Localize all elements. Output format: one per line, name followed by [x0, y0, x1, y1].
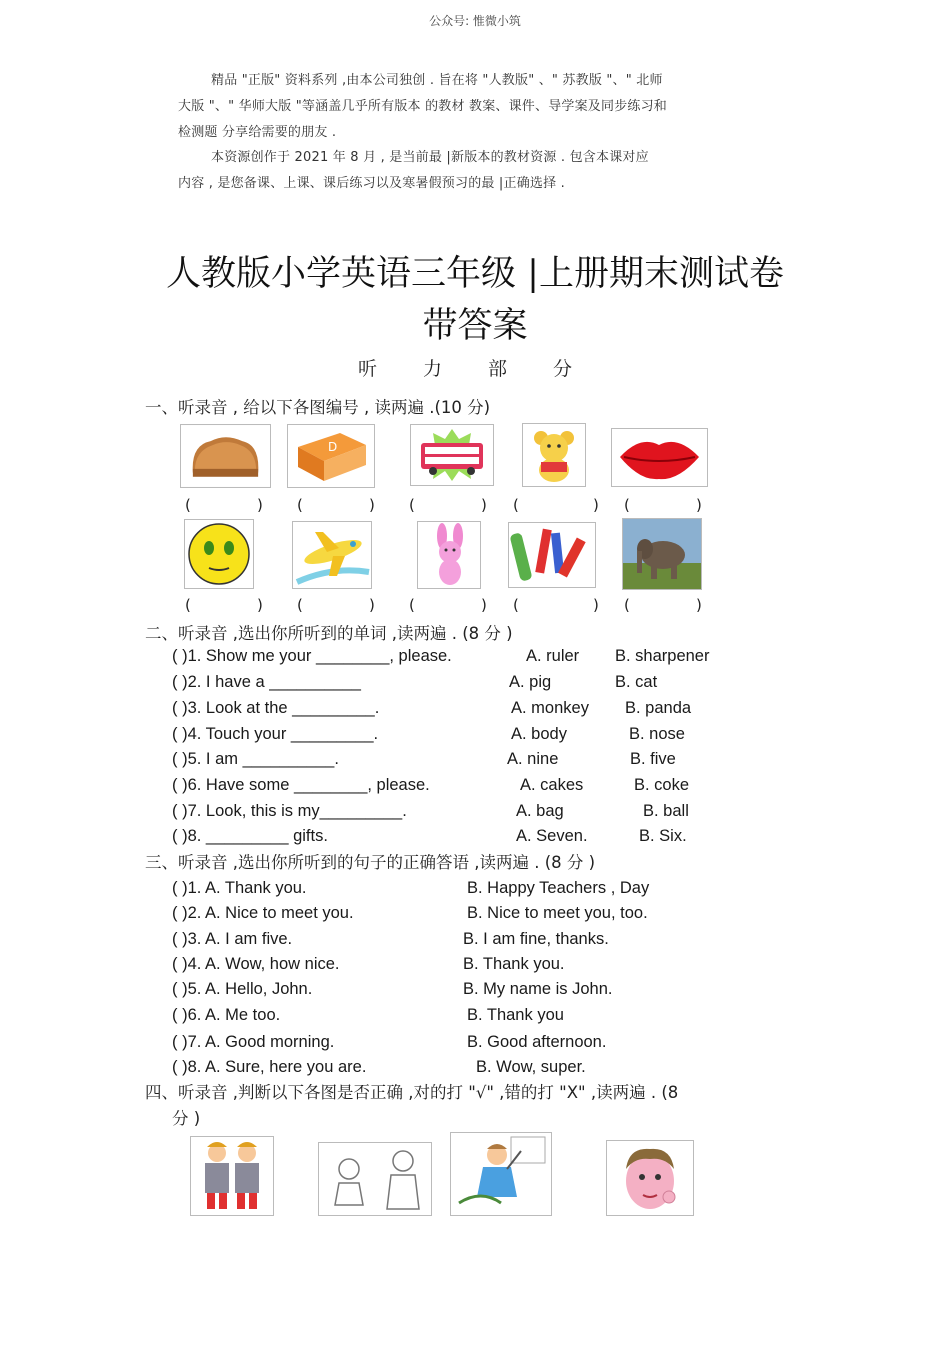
question-2-6: ( )6. Have some ________, please.: [172, 776, 430, 794]
question-2-7: ( )7. Look, this is my_________.: [172, 802, 407, 820]
answer-paren-close: ): [696, 596, 702, 614]
answer-paren-close: ): [369, 596, 375, 614]
answer-paren-open: (: [185, 496, 191, 514]
option-b: B. Six.: [639, 827, 687, 845]
question-3-4: ( )4. A. Wow, how nice.: [172, 955, 340, 973]
intro-line-3: 检测题 分享给需要的朋友 .: [178, 125, 337, 140]
intro-line-5: 内容 , 是您备课、上课、课后练习以及寒暑假预习的最 |正确选择 .: [178, 176, 565, 191]
question-3-6: ( )6. A. Me too.: [172, 1006, 281, 1024]
option-b: B. coke: [634, 776, 690, 794]
section-1-heading: 一、听录音 , 给以下各图编号 , 读两遍 .(10 分): [145, 398, 491, 417]
option-a: A. ruler: [526, 647, 580, 665]
boy-face-icon: [606, 1140, 694, 1216]
option-b: B. Good afternoon.: [467, 1033, 607, 1051]
option-a: A. body: [511, 725, 567, 743]
crayons-icon: [508, 522, 596, 588]
answer-paren-open: (: [409, 596, 415, 614]
bus-icon: [410, 424, 494, 486]
option-b: B. Thank you.: [463, 955, 565, 973]
answer-paren-close: ): [481, 596, 487, 614]
answer-paren-open: (: [624, 496, 630, 514]
answer-paren-close: ): [593, 596, 599, 614]
answer-paren-close: ): [696, 496, 702, 514]
question-3-3: ( )3. A. I am five.: [172, 930, 293, 948]
answer-paren-close: ): [369, 496, 375, 514]
answer-paren-close: ): [257, 496, 263, 514]
option-b: B. Happy Teachers , Day: [467, 879, 650, 897]
question-3-8: ( )8. A. Sure, here you are.: [172, 1058, 367, 1076]
children-icon: [190, 1136, 274, 1216]
option-b: B. I am fine, thanks.: [463, 930, 609, 948]
option-b: B. ball: [643, 802, 689, 820]
answer-paren-open: (: [297, 596, 303, 614]
elephant-icon: [622, 518, 702, 590]
answer-paren-open: (: [185, 596, 191, 614]
face-icon: [184, 519, 254, 589]
page-title-line-2: 带答案: [422, 306, 528, 346]
question-2-4: ( )4. Touch your _________.: [172, 725, 379, 743]
drawing-icon: [450, 1132, 552, 1216]
dictionary-icon: [287, 424, 375, 488]
section-3-heading: 三、听录音 ,选出你所听到的句子的正确答语 ,读两遍 . (8 分 ): [145, 853, 596, 872]
option-b: B. cat: [615, 673, 658, 691]
question-2-2: ( )2. I have a __________: [172, 673, 361, 691]
option-b: B. Wow, super.: [476, 1058, 586, 1076]
answer-paren-close: ): [257, 596, 263, 614]
question-3-1: ( )1. A. Thank you.: [172, 879, 307, 897]
option-b: B. sharpener: [615, 647, 710, 665]
question-2-1: ( )1. Show me your ________, please.: [172, 647, 452, 665]
header-note: 公众号: 惟微小筑: [429, 14, 521, 28]
bread-icon: [180, 424, 271, 488]
bear-icon: [522, 423, 586, 487]
answer-paren-open: (: [624, 596, 630, 614]
option-a: A. cakes: [520, 776, 584, 794]
question-3-5: ( )5. A. Hello, John.: [172, 980, 313, 998]
answer-paren-open: (: [513, 496, 519, 514]
svg-text:D: D: [328, 440, 338, 454]
option-a: A. Seven.: [516, 827, 588, 845]
question-2-3: ( )3. Look at the _________.: [172, 699, 380, 717]
plane-icon: [292, 521, 372, 589]
option-a: A. pig: [509, 673, 552, 691]
option-a: A. bag: [516, 802, 564, 820]
question-2-5: ( )5. I am __________.: [172, 750, 339, 768]
lips-icon: [611, 428, 708, 487]
answer-paren-close: ): [593, 496, 599, 514]
option-b: B. panda: [625, 699, 692, 717]
question-3-2: ( )2. A. Nice to meet you.: [172, 904, 354, 922]
answer-paren-close: ): [481, 496, 487, 514]
intro-line-4: 本资源创作于 2021 年 8 月 , 是当前最 |新版本的教材资源 . 包含本课对应: [211, 150, 649, 165]
option-b: B. Nice to meet you, too.: [467, 904, 648, 922]
rabbit-icon: [417, 521, 481, 589]
option-b: B. nose: [629, 725, 685, 743]
intro-line-2: 大版 "、" 华师大版 "等涵盖几乎所有版本 的教材 教案、课件、导学案及同步练习和: [178, 99, 668, 114]
option-b: B. Thank you: [467, 1006, 564, 1024]
question-3-7: ( )7. A. Good morning.: [172, 1033, 335, 1051]
section-4-heading-line-2: 分 ): [172, 1109, 201, 1128]
intro-line-1: 精品 "正版" 资料系列 ,由本公司独创 . 旨在将 "人教版" 、" 苏教版 "、" 北师: [211, 73, 663, 88]
option-b: B. five: [630, 750, 676, 768]
page-title: 人教版小学英语三年级 |上册期末测试卷: [166, 254, 784, 294]
answer-paren-open: (: [297, 496, 303, 514]
greeting-icon: [318, 1142, 432, 1216]
answer-paren-open: (: [409, 496, 415, 514]
option-a: A. monkey: [511, 699, 589, 717]
question-2-8: ( )8. _________ gifts.: [172, 827, 328, 845]
answer-paren-open: (: [513, 596, 519, 614]
section-4-heading: 四、听录音 ,判断以下各图是否正确 ,对的打 "√" ,错的打 "X" ,读两遍 . (8: [145, 1083, 679, 1102]
section-subtitle: 听 力 部 分: [357, 358, 593, 380]
section-2-heading: 二、听录音 ,选出你所听到的单词 ,读两遍 . (8 分 ): [145, 624, 513, 643]
option-a: A. nine: [507, 750, 559, 768]
option-b: B. My name is John.: [463, 980, 613, 998]
